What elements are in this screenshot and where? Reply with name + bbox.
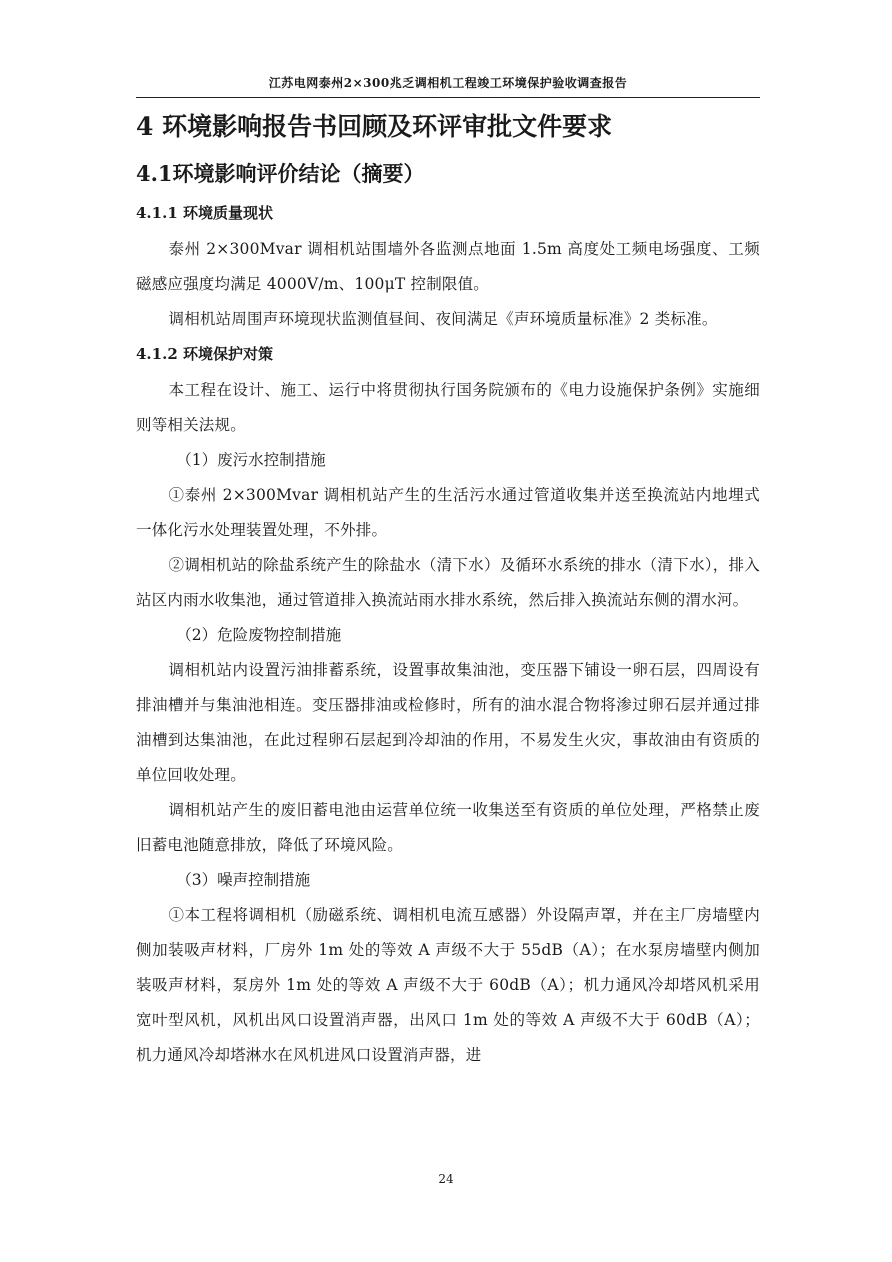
report-title: 江苏电网泰州2×300兆乏调相机工程竣工环境保护验收调查报告 — [268, 76, 628, 90]
section-title: 4.1环境影响评价结论（摘要） — [136, 161, 425, 186]
paragraph: ①泰州 2×300Mvar 调相机站产生的生活污水通过管道收集并送至换流站内地埋式一体化污水处理装置处理，不外排。 — [136, 486, 760, 539]
paragraph: ②调相机站的除盐系统产生的除盐水（清下水）及循环水系统的排水（清下水），排入站区内雨水收集池，通过管道排入换流站雨水排水系统，然后排入换流站东侧的渭水河。 — [136, 556, 760, 609]
page-header — [136, 74, 760, 98]
measure-title-hazardous-waste: （2）危险废物控制措施 — [176, 626, 342, 644]
paragraph: ①本工程将调相机（励磁系统、调相机电流互感器）外设隔声罩，并在主厂房墙壁内侧加装吸声材料，厂房外 1m 处的等效 A 声级不大于 55dB（A）；在水泵房墙壁内侧加装吸声材料，泵房外 1m 处的等效 A 声级不大于 60dB（A）；机力通风冷却塔风机采用宽叶型风机，风机出风口设置消声器，出风口 1m 处的等效 A 声级不大于 60dB（A）；机力通风冷却塔淋水在风机进风口设置消声器，进 — [136, 906, 760, 1064]
paragraph: 调相机站周围声环境现状监测值昼间、夜间满足《声环境质量标准》2 类标准。 — [168, 310, 718, 328]
subsection-heading-4-1-1: 4.1.1 环境质量现状 — [136, 204, 273, 222]
paragraph: 泰州 2×300Mvar 调相机站围墙外各监测点地面 1.5m 高度处工频电场强度、工频磁感应强度均满足 4000V/m、100μT 控制限值。 — [136, 240, 760, 293]
measure-title-noise: （3）噪声控制措施 — [176, 871, 311, 889]
subsection-heading-4-1-2: 4.1.2 环境保护对策 — [136, 345, 273, 363]
chapter-title: 4 环境影响报告书回顾及环评审批文件要求 — [136, 112, 613, 141]
paragraph: 调相机站产生的废旧蓄电池由运营单位统一收集送至有资质的单位处理，严格禁止废旧蓄电池随意排放，降低了环境风险。 — [136, 801, 760, 854]
page-content — [136, 112, 760, 1073]
paragraph: 本工程在设计、施工、运行中将贯彻执行国务院颁布的《电力设施保护条例》实施细则等相关法规。 — [136, 381, 760, 434]
measure-title-wastewater: （1）废污水控制措施 — [176, 451, 326, 469]
paragraph: 调相机站内设置污油排蓄系统，设置事故集油池，变压器下铺设一卵石层，四周设有排油槽并与集油池相连。变压器排油或检修时，所有的油水混合物将渗过卵石层并通过排油槽到达集油池，在此过程卵石层起到冷却油的作用，不易发生火灾，事故油由有资质的单位回收处理。 — [136, 661, 760, 784]
page-number: 24 — [438, 1172, 454, 1186]
